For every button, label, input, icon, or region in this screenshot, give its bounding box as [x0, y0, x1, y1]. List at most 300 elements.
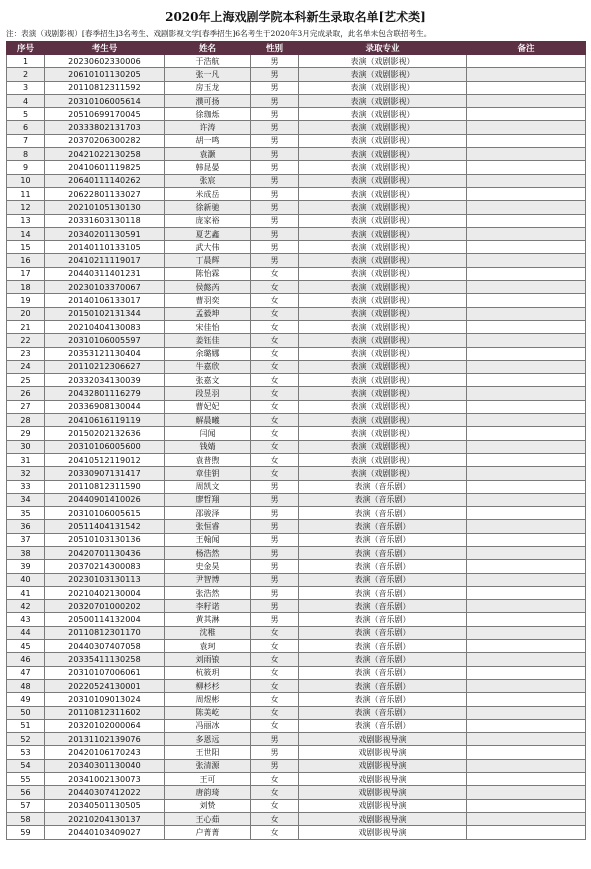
cell-remarks	[467, 613, 586, 626]
cell-index: 32	[7, 467, 45, 480]
cell-index: 17	[7, 267, 45, 280]
table-row	[7, 573, 586, 586]
cell-name: 周凯文	[165, 480, 251, 493]
table-row	[7, 347, 586, 360]
cell-name: 于浩航	[165, 55, 251, 68]
cell-exam-number: 20421022130258	[45, 148, 165, 161]
table-row	[7, 254, 586, 267]
cell-name: 孟毅坤	[165, 307, 251, 320]
cell-gender: 男	[251, 746, 299, 759]
cell-remarks	[467, 573, 586, 586]
table-row	[7, 520, 586, 533]
cell-exam-number: 20310106005597	[45, 334, 165, 347]
cell-name: 房玉龙	[165, 81, 251, 94]
cell-remarks	[467, 187, 586, 200]
cell-major: 表演（音乐剧）	[299, 719, 467, 732]
cell-gender: 女	[251, 812, 299, 825]
cell-index: 31	[7, 453, 45, 466]
cell-name: 许涛	[165, 121, 251, 134]
table-row	[7, 533, 586, 546]
cell-major: 表演（戏剧影视）	[299, 453, 467, 466]
cell-name: 章佳钥	[165, 467, 251, 480]
cell-remarks	[467, 347, 586, 360]
cell-gender: 男	[251, 254, 299, 267]
table-row	[7, 613, 586, 626]
cell-remarks	[467, 108, 586, 121]
cell-exam-number: 20410211119017	[45, 254, 165, 267]
table-row	[7, 174, 586, 187]
cell-index: 3	[7, 81, 45, 94]
cell-index: 37	[7, 533, 45, 546]
cell-gender: 男	[251, 214, 299, 227]
cell-index: 27	[7, 400, 45, 413]
cell-remarks	[467, 201, 586, 214]
cell-gender: 男	[251, 586, 299, 599]
table-row	[7, 55, 586, 68]
cell-exam-number: 20110812301170	[45, 626, 165, 639]
cell-remarks	[467, 281, 586, 294]
cell-index: 35	[7, 507, 45, 520]
cell-gender: 男	[251, 613, 299, 626]
cell-index: 28	[7, 414, 45, 427]
cell-index: 50	[7, 706, 45, 719]
cell-remarks	[467, 546, 586, 559]
table-row	[7, 733, 586, 746]
cell-name: 牛嘉欣	[165, 360, 251, 373]
cell-major: 戏剧影视导演	[299, 759, 467, 772]
cell-index: 40	[7, 573, 45, 586]
table-header	[7, 42, 586, 55]
table-row	[7, 214, 586, 227]
cell-exam-number: 20510699170045	[45, 108, 165, 121]
cell-remarks	[467, 693, 586, 706]
cell-gender: 女	[251, 414, 299, 427]
cell-name: 黄其淋	[165, 613, 251, 626]
cell-name: 袁珂	[165, 640, 251, 653]
cell-exam-number: 20336908130044	[45, 400, 165, 413]
cell-exam-number: 20331603130118	[45, 214, 165, 227]
cell-remarks	[467, 227, 586, 240]
cell-gender: 女	[251, 360, 299, 373]
cell-index: 4	[7, 94, 45, 107]
cell-name: 宋佳怡	[165, 320, 251, 333]
cell-gender: 男	[251, 573, 299, 586]
cell-gender: 女	[251, 334, 299, 347]
table-row	[7, 453, 586, 466]
cell-gender: 男	[251, 560, 299, 573]
cell-name: 王世阳	[165, 746, 251, 759]
cell-name: 张一凡	[165, 68, 251, 81]
cell-name: 胡一鸣	[165, 134, 251, 147]
cell-name: 张恒睿	[165, 520, 251, 533]
cell-major: 表演（戏剧影视）	[299, 427, 467, 440]
cell-remarks	[467, 759, 586, 772]
cell-major: 表演（戏剧影视）	[299, 334, 467, 347]
table-row	[7, 161, 586, 174]
cell-name: 余璐娜	[165, 347, 251, 360]
cell-name: 侯懿芮	[165, 281, 251, 294]
cell-remarks	[467, 307, 586, 320]
table-row	[7, 546, 586, 559]
cell-index: 11	[7, 187, 45, 200]
table-row	[7, 493, 586, 506]
cell-exam-number: 20500114132004	[45, 613, 165, 626]
cell-major: 表演（戏剧影视）	[299, 121, 467, 134]
cell-major: 表演（音乐剧）	[299, 626, 467, 639]
cell-name: 夏艺鑫	[165, 227, 251, 240]
cell-remarks	[467, 799, 586, 812]
cell-major: 表演（戏剧影视）	[299, 68, 467, 81]
cell-exam-number: 20410512119012	[45, 453, 165, 466]
cell-gender: 男	[251, 227, 299, 240]
cell-index: 39	[7, 560, 45, 573]
cell-name: 李籽诺	[165, 600, 251, 613]
table-row	[7, 600, 586, 613]
cell-remarks	[467, 480, 586, 493]
table-row	[7, 586, 586, 599]
table-row	[7, 68, 586, 81]
cell-name: 沈稚	[165, 626, 251, 639]
cell-remarks	[467, 161, 586, 174]
cell-exam-number: 20320102000064	[45, 719, 165, 732]
table-row	[7, 693, 586, 706]
cell-index: 1	[7, 55, 45, 68]
cell-major: 表演（戏剧影视）	[299, 360, 467, 373]
cell-index: 59	[7, 826, 45, 839]
cell-name: 冯丽冰	[165, 719, 251, 732]
cell-gender: 女	[251, 374, 299, 387]
table-row	[7, 679, 586, 692]
cell-gender: 女	[251, 666, 299, 679]
cell-exam-number: 20370206300282	[45, 134, 165, 147]
cell-exam-number: 20640111140262	[45, 174, 165, 187]
table-row	[7, 773, 586, 786]
cell-gender: 女	[251, 294, 299, 307]
cell-exam-number: 20340501130505	[45, 799, 165, 812]
cell-gender: 男	[251, 94, 299, 107]
cell-major: 表演（戏剧影视）	[299, 214, 467, 227]
admission-table	[6, 41, 586, 840]
cell-major: 表演（戏剧影视）	[299, 267, 467, 280]
cell-major: 表演（戏剧影视）	[299, 94, 467, 107]
cell-major: 戏剧影视导演	[299, 786, 467, 799]
cell-name: 唐韵琦	[165, 786, 251, 799]
table-row	[7, 786, 586, 799]
cell-index: 54	[7, 759, 45, 772]
table-row	[7, 134, 586, 147]
cell-index: 58	[7, 812, 45, 825]
table-row	[7, 387, 586, 400]
cell-exam-number: 20150202132636	[45, 427, 165, 440]
cell-exam-number: 20420106170243	[45, 746, 165, 759]
cell-index: 52	[7, 733, 45, 746]
table-row	[7, 507, 586, 520]
cell-major: 表演（戏剧影视）	[299, 55, 467, 68]
cell-index: 46	[7, 653, 45, 666]
cell-remarks	[467, 733, 586, 746]
cell-major: 表演（音乐剧）	[299, 586, 467, 599]
cell-exam-number: 20210105130130	[45, 201, 165, 214]
cell-remarks	[467, 320, 586, 333]
cell-name: 张宸	[165, 174, 251, 187]
cell-exam-number: 20210402130004	[45, 586, 165, 599]
cell-remarks	[467, 134, 586, 147]
cell-gender: 女	[251, 799, 299, 812]
cell-gender: 女	[251, 467, 299, 480]
cell-gender: 男	[251, 480, 299, 493]
table-row	[7, 108, 586, 121]
cell-major: 表演（戏剧影视）	[299, 254, 467, 267]
cell-exam-number: 20230602330006	[45, 55, 165, 68]
cell-major: 戏剧影视导演	[299, 746, 467, 759]
cell-index: 53	[7, 746, 45, 759]
cell-major: 表演（音乐剧）	[299, 600, 467, 613]
cell-major: 表演（音乐剧）	[299, 520, 467, 533]
cell-gender: 男	[251, 759, 299, 772]
table-row	[7, 666, 586, 679]
cell-gender: 女	[251, 281, 299, 294]
cell-index: 23	[7, 347, 45, 360]
cell-remarks	[467, 586, 586, 599]
table-row	[7, 148, 586, 161]
cell-remarks	[467, 719, 586, 732]
cell-index: 7	[7, 134, 45, 147]
cell-major: 表演（戏剧影视）	[299, 440, 467, 453]
cell-exam-number: 20333802131703	[45, 121, 165, 134]
cell-remarks	[467, 746, 586, 759]
cell-index: 57	[7, 799, 45, 812]
cell-name: 丁晨辉	[165, 254, 251, 267]
cell-exam-number: 20340301130040	[45, 759, 165, 772]
cell-name: 刘雨锒	[165, 653, 251, 666]
cell-gender: 女	[251, 706, 299, 719]
cell-major: 戏剧影视导演	[299, 826, 467, 839]
cell-major: 表演（音乐剧）	[299, 493, 467, 506]
cell-exam-number: 20335411130258	[45, 653, 165, 666]
cell-major: 表演（音乐剧）	[299, 666, 467, 679]
cell-major: 戏剧影视导演	[299, 812, 467, 825]
cell-exam-number: 20310107006061	[45, 666, 165, 679]
cell-remarks	[467, 533, 586, 546]
cell-name: 段昱羽	[165, 387, 251, 400]
table-row	[7, 719, 586, 732]
cell-gender: 男	[251, 174, 299, 187]
table-row	[7, 360, 586, 373]
cell-name: 廖哲翔	[165, 493, 251, 506]
cell-index: 43	[7, 613, 45, 626]
table-row	[7, 826, 586, 839]
cell-remarks	[467, 640, 586, 653]
cell-major: 表演（戏剧影视）	[299, 400, 467, 413]
table-row	[7, 427, 586, 440]
cell-index: 22	[7, 334, 45, 347]
cell-gender: 女	[251, 400, 299, 413]
cell-gender: 女	[251, 440, 299, 453]
cell-gender: 男	[251, 507, 299, 520]
cell-gender: 男	[251, 241, 299, 254]
cell-exam-number: 20110212306627	[45, 360, 165, 373]
cell-exam-number: 20440103409027	[45, 826, 165, 839]
cell-major: 表演（音乐剧）	[299, 640, 467, 653]
cell-gender: 女	[251, 679, 299, 692]
cell-name: 陈美屹	[165, 706, 251, 719]
cell-remarks	[467, 148, 586, 161]
cell-exam-number: 20440311401231	[45, 267, 165, 280]
cell-major: 表演（戏剧影视）	[299, 307, 467, 320]
table-row	[7, 799, 586, 812]
document-title: 2020年上海戏剧学院本科新生录取名单[艺术类]	[165, 10, 426, 24]
cell-remarks	[467, 121, 586, 134]
cell-exam-number: 20341002130073	[45, 773, 165, 786]
cell-major: 表演（戏剧影视）	[299, 414, 467, 427]
cell-name: 刘贽	[165, 799, 251, 812]
header-gender: 性别	[251, 42, 299, 55]
cell-remarks	[467, 626, 586, 639]
cell-index: 18	[7, 281, 45, 294]
cell-remarks	[467, 773, 586, 786]
cell-remarks	[467, 493, 586, 506]
header-major: 录取专业	[299, 42, 467, 55]
header-index: 序号	[7, 42, 45, 55]
cell-name: 杨浩然	[165, 546, 251, 559]
table-row	[7, 560, 586, 573]
cell-exam-number: 20210204130137	[45, 812, 165, 825]
cell-name: 姜钰佳	[165, 334, 251, 347]
cell-major: 表演（音乐剧）	[299, 533, 467, 546]
cell-index: 8	[7, 148, 45, 161]
table-row	[7, 706, 586, 719]
cell-name: 王翰闻	[165, 533, 251, 546]
cell-gender: 女	[251, 693, 299, 706]
cell-major: 表演（戏剧影视）	[299, 374, 467, 387]
cell-remarks	[467, 666, 586, 679]
cell-index: 33	[7, 480, 45, 493]
cell-gender: 男	[251, 520, 299, 533]
table-row	[7, 467, 586, 480]
cell-index: 48	[7, 679, 45, 692]
cell-remarks	[467, 826, 586, 839]
cell-gender: 男	[251, 55, 299, 68]
cell-major: 表演（音乐剧）	[299, 480, 467, 493]
cell-name: 周煜彬	[165, 693, 251, 706]
cell-remarks	[467, 94, 586, 107]
cell-major: 表演（戏剧影视）	[299, 241, 467, 254]
cell-remarks	[467, 400, 586, 413]
cell-remarks	[467, 68, 586, 81]
cell-index: 25	[7, 374, 45, 387]
cell-gender: 男	[251, 108, 299, 121]
header-remarks: 备注	[467, 42, 586, 55]
cell-name: 闫闻	[165, 427, 251, 440]
cell-exam-number: 20110812311590	[45, 480, 165, 493]
cell-index: 16	[7, 254, 45, 267]
cell-index: 36	[7, 520, 45, 533]
cell-exam-number: 20353121130404	[45, 347, 165, 360]
cell-remarks	[467, 387, 586, 400]
cell-exam-number: 20330907131417	[45, 467, 165, 480]
cell-major: 表演（音乐剧）	[299, 613, 467, 626]
cell-name: 解晨曦	[165, 414, 251, 427]
table-body	[7, 55, 586, 840]
cell-gender: 女	[251, 640, 299, 653]
cell-exam-number: 20210404130083	[45, 320, 165, 333]
cell-gender: 女	[251, 626, 299, 639]
cell-exam-number: 20440307412022	[45, 786, 165, 799]
cell-index: 44	[7, 626, 45, 639]
cell-index: 47	[7, 666, 45, 679]
cell-exam-number: 20220524130001	[45, 679, 165, 692]
cell-name: 王可	[165, 773, 251, 786]
cell-major: 表演（戏剧影视）	[299, 174, 467, 187]
table-row	[7, 81, 586, 94]
cell-name: 徐珈烁	[165, 108, 251, 121]
document-note: 注：表演（戏剧影视）[春季招生]3名考生、戏剧影视文学[春季招生]6名考生于2020年3月完成录取，此名单未包含联招考生。	[6, 29, 432, 38]
cell-index: 30	[7, 440, 45, 453]
table-row	[7, 121, 586, 134]
cell-major: 表演（音乐剧）	[299, 507, 467, 520]
cell-major: 表演（戏剧影视）	[299, 148, 467, 161]
cell-remarks	[467, 174, 586, 187]
cell-gender: 女	[251, 826, 299, 839]
cell-index: 34	[7, 493, 45, 506]
cell-remarks	[467, 440, 586, 453]
cell-remarks	[467, 427, 586, 440]
cell-index: 20	[7, 307, 45, 320]
cell-exam-number: 20310106005600	[45, 440, 165, 453]
cell-gender: 男	[251, 161, 299, 174]
cell-name: 户菁菁	[165, 826, 251, 839]
cell-index: 21	[7, 320, 45, 333]
cell-name: 柳杉杉	[165, 679, 251, 692]
cell-index: 10	[7, 174, 45, 187]
cell-remarks	[467, 414, 586, 427]
cell-remarks	[467, 812, 586, 825]
cell-major: 表演（戏剧影视）	[299, 108, 467, 121]
cell-name: 徐新驰	[165, 201, 251, 214]
table-row	[7, 640, 586, 653]
cell-major: 表演（戏剧影视）	[299, 161, 467, 174]
table-row	[7, 320, 586, 333]
cell-remarks	[467, 560, 586, 573]
cell-index: 15	[7, 241, 45, 254]
table-row	[7, 653, 586, 666]
cell-exam-number: 20510103130136	[45, 533, 165, 546]
cell-exam-number: 20440307407058	[45, 640, 165, 653]
cell-name: 邵骏泽	[165, 507, 251, 520]
cell-gender: 男	[251, 493, 299, 506]
cell-exam-number: 20131102139076	[45, 733, 165, 746]
cell-major: 表演（戏剧影视）	[299, 227, 467, 240]
cell-major: 表演（戏剧影视）	[299, 320, 467, 333]
cell-name: 钱婧	[165, 440, 251, 453]
cell-index: 12	[7, 201, 45, 214]
cell-name: 武大伟	[165, 241, 251, 254]
cell-exam-number: 20432801116279	[45, 387, 165, 400]
cell-major: 表演（音乐剧）	[299, 693, 467, 706]
cell-exam-number: 20420701130436	[45, 546, 165, 559]
cell-gender: 女	[251, 427, 299, 440]
table-row	[7, 400, 586, 413]
cell-remarks	[467, 679, 586, 692]
cell-remarks	[467, 267, 586, 280]
cell-major: 表演（音乐剧）	[299, 679, 467, 692]
cell-exam-number: 20340201130591	[45, 227, 165, 240]
table-row	[7, 227, 586, 240]
cell-index: 13	[7, 214, 45, 227]
cell-index: 2	[7, 68, 45, 81]
cell-name: 尹智博	[165, 573, 251, 586]
cell-remarks	[467, 294, 586, 307]
